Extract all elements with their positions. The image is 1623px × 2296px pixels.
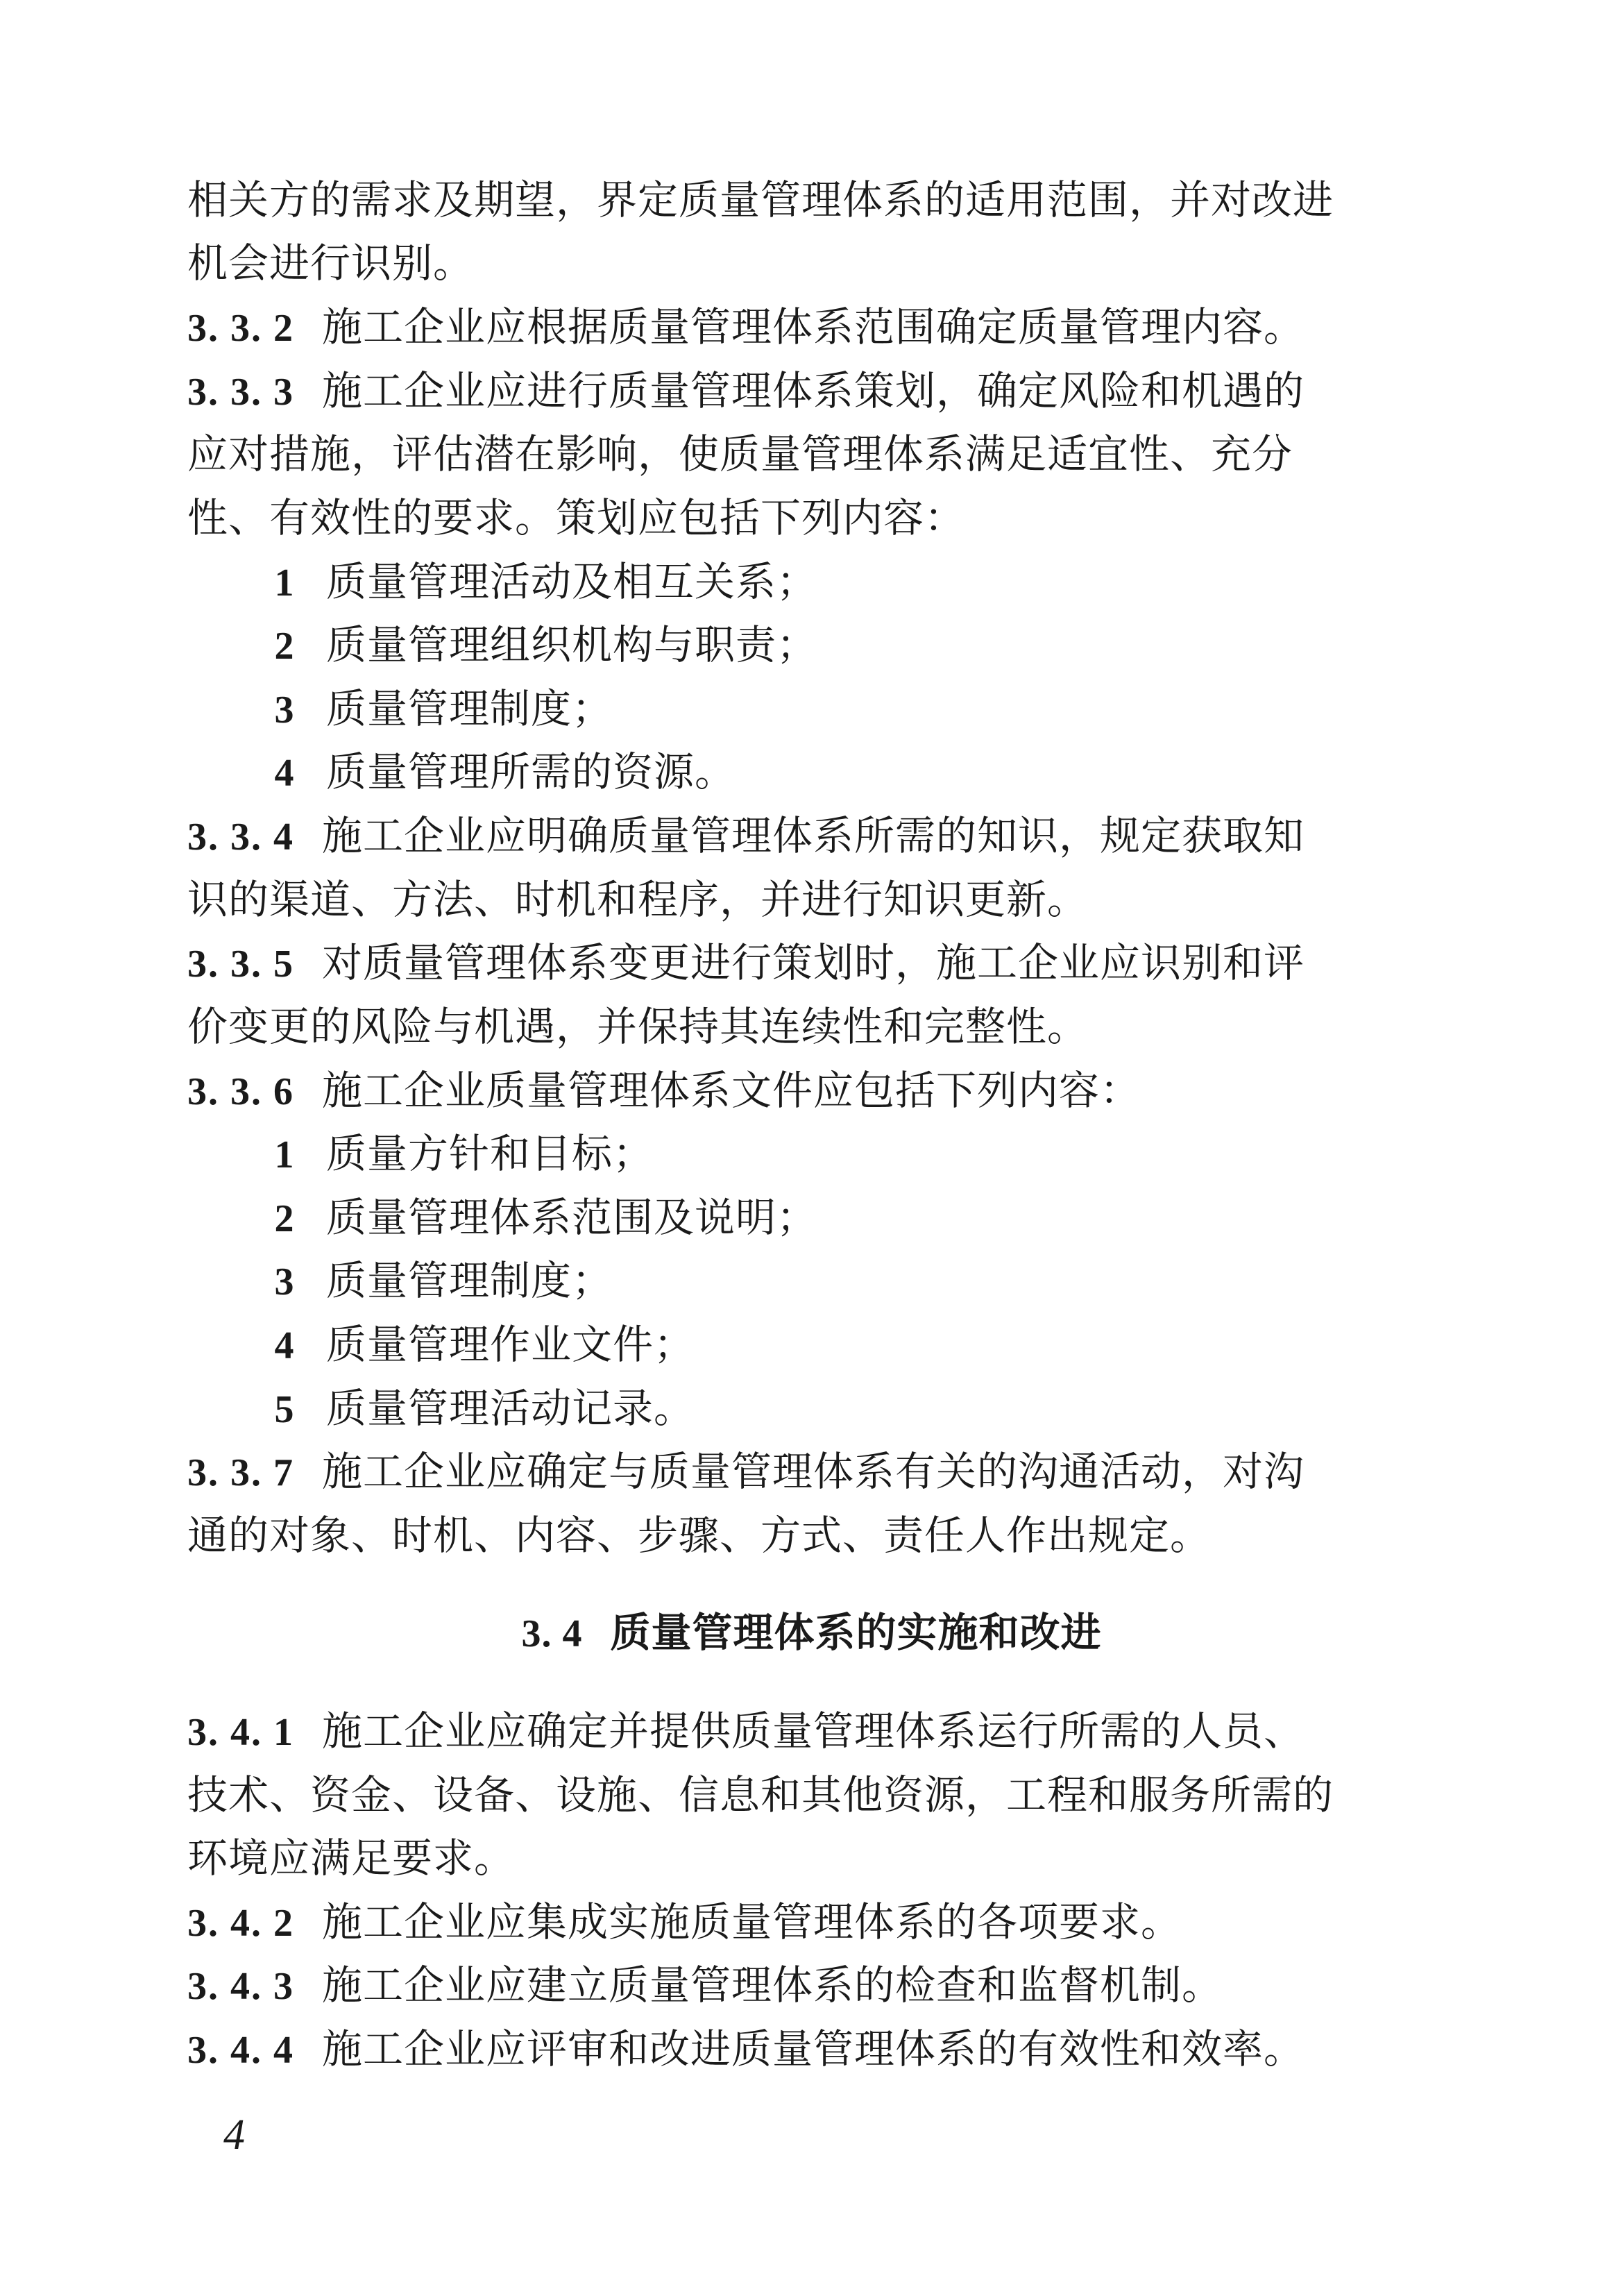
clause-number: 3. 3. 3 [187,371,294,414]
clause-3-3-6 [187,1065,1141,1117]
list-item [264,1192,817,1244]
list-item-number: 1 [274,562,295,605]
section-heading [0,1607,1623,1659]
clause-3-3-2 [187,302,1305,353]
clause-3-4-4 [187,2024,1305,2075]
list-item-number: 4 [274,1324,295,1367]
paragraph-line: 机会进行识别。 [187,239,475,287]
list-item-text: 质量管理作业文件； [326,1321,695,1368]
list-item-number: 4 [274,752,295,795]
section-number: 3. 4 [521,1612,583,1655]
clause-number: 3. 4. 2 [187,1902,294,1945]
paragraph-line: 环境应满足要求。 [187,1834,516,1882]
clause-number: 3. 3. 4 [187,816,294,859]
clause-number: 3. 3. 2 [187,307,294,350]
clause-text: 施工企业应明确质量管理体系所需的知识，规定获取知 [322,812,1305,859]
clause-3-4-2 [187,1897,1182,1948]
list-item [264,684,613,735]
clause-3-3-4 [187,811,1305,862]
list-item-number: 2 [274,1197,295,1240]
paragraph-line: 识的渠道、方法、时机和程序，并进行知识更新。 [187,876,1089,923]
list-item [264,747,736,798]
paragraph-line: 技术、资金、设备、设施、信息和其他资源，工程和服务所需的 [187,1771,1334,1818]
paragraph-line: 价变更的风险与机遇，并保持其连续性和完整性。 [187,1003,1089,1050]
clause-text: 施工企业应确定与质量管理体系有关的沟通活动，对沟 [322,1448,1305,1495]
clause-3-3-3 [187,366,1305,417]
clause-text: 施工企业应进行质量管理体系策划，确定风险和机遇的 [322,367,1305,414]
list-item [264,557,817,608]
clause-text: 施工企业应集成实施质量管理体系的各项要求。 [322,1898,1182,1945]
list-item-text: 质量管理体系范围及说明； [326,1194,818,1241]
list-item [264,1319,695,1371]
list-item [264,1129,654,1180]
clause-number: 3. 4. 4 [187,2029,294,2072]
list-item-text: 质量管理所需的资源。 [326,748,736,795]
list-item [264,1383,695,1435]
list-item-text: 质量管理活动记录。 [326,1385,695,1432]
clause-number: 3. 4. 1 [187,1711,294,1754]
list-item-text: 质量方针和目标； [326,1130,654,1177]
paragraph-line: 通的对象、时机、内容、步骤、方式、责任人作出规定。 [187,1512,1212,1559]
list-item [264,620,817,671]
clause-number: 3. 3. 7 [187,1451,294,1494]
clause-number: 3. 4. 3 [187,1965,294,2008]
list-item-number: 3 [274,689,295,732]
clause-text: 施工企业应评审和改进质量管理体系的有效性和效率。 [322,2025,1305,2073]
list-item [264,1256,613,1307]
clause-3-4-3 [187,1960,1223,2011]
clause-3-3-5 [187,938,1305,989]
clause-text: 施工企业应根据质量管理体系范围确定质量管理内容。 [322,303,1305,351]
paragraph-line: 应对措施，评估潜在影响，使质量管理体系满足适宜性、充分 [187,430,1293,478]
list-item-number: 5 [274,1388,295,1431]
list-item-number: 3 [274,1260,295,1303]
paragraph-line: 性、有效性的要求。策划应包括下列内容： [187,494,966,541]
clause-3-4-1 [187,1706,1305,1757]
clause-number: 3. 3. 5 [187,943,294,986]
list-item-number: 2 [274,625,295,668]
clause-text: 对质量管理体系变更进行策划时，施工企业应识别和评 [322,939,1305,986]
page-number: 4 [223,2111,245,2159]
clause-number: 3. 3. 6 [187,1070,294,1113]
clause-text: 施工企业应建立质量管理体系的检查和监督机制。 [322,1961,1223,2009]
paragraph-line: 相关方的需求及期望，界定质量管理体系的适用范围，并对改进 [187,176,1334,223]
list-item-text: 质量管理制度； [326,685,613,732]
list-item-text: 质量管理组织机构与职责； [326,621,818,668]
list-item-text: 质量管理制度； [326,1257,613,1304]
section-title-text: 质量管理体系的实施和改进 [610,1609,1102,1656]
list-item-text: 质量管理活动及相互关系； [326,558,818,605]
clause-text: 施工企业应确定并提供质量管理体系运行所需的人员、 [322,1707,1305,1755]
clause-text: 施工企业质量管理体系文件应包括下列内容： [322,1067,1141,1114]
clause-3-3-7 [187,1446,1305,1498]
list-item-number: 1 [274,1133,295,1176]
